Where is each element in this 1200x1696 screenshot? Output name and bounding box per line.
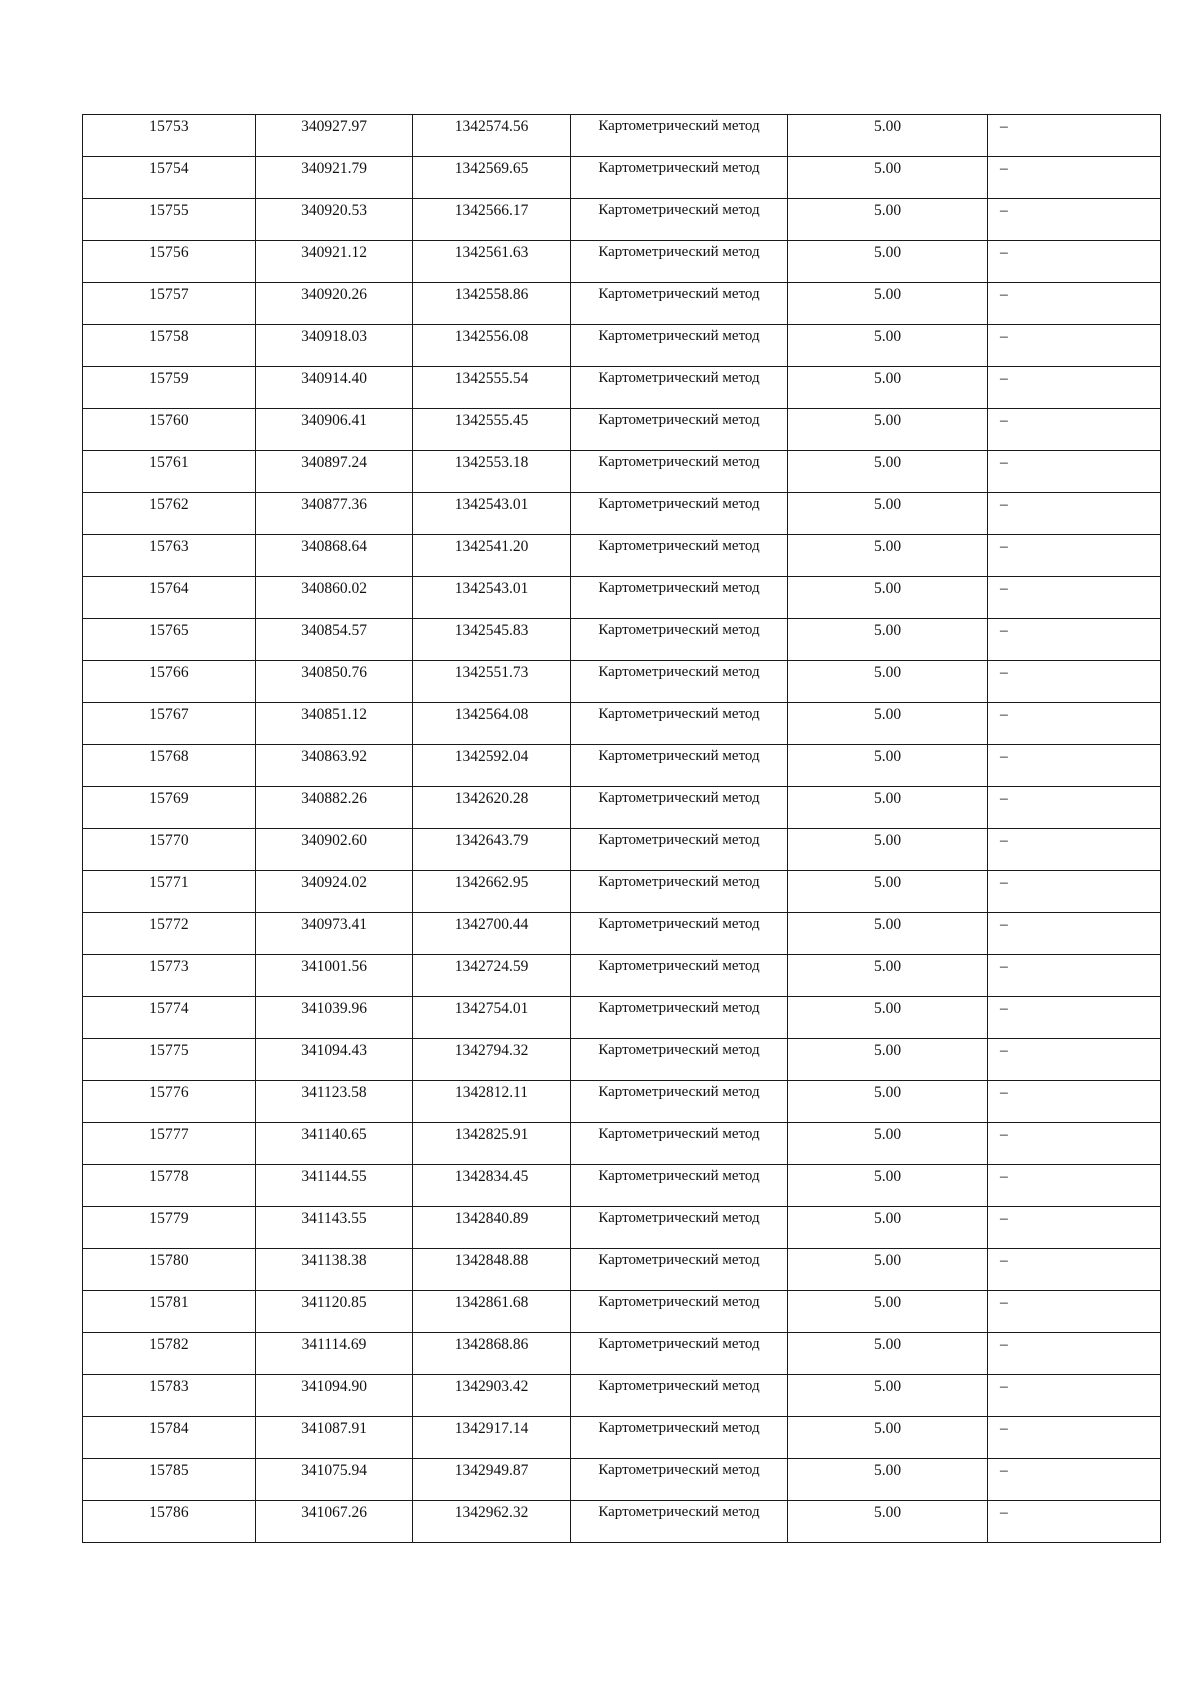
point-number-cell: 15781 [83, 1291, 256, 1333]
table-row [83, 325, 1161, 367]
accuracy-cell: 5.00 [788, 745, 988, 787]
point-number-cell: 15755 [83, 199, 256, 241]
x-coordinate-cell: 340918.03 [256, 325, 413, 367]
x-coordinate-cell: 340924.02 [256, 871, 413, 913]
point-number-cell: 15777 [83, 1123, 256, 1165]
x-coordinate-cell: 341087.91 [256, 1417, 413, 1459]
y-coordinate-cell: 1342949.87 [413, 1459, 571, 1501]
table-row [83, 787, 1161, 829]
point-number-cell: 15764 [83, 577, 256, 619]
table-row [83, 409, 1161, 451]
x-coordinate-cell: 341039.96 [256, 997, 413, 1039]
method-cell: Картометрический метод [571, 157, 788, 199]
point-number-cell: 15768 [83, 745, 256, 787]
y-coordinate-cell: 1342825.91 [413, 1123, 571, 1165]
note-cell: – [988, 367, 1161, 409]
accuracy-cell: 5.00 [788, 1333, 988, 1375]
accuracy-cell: 5.00 [788, 199, 988, 241]
table-row [83, 1459, 1161, 1501]
y-coordinate-cell: 1342840.89 [413, 1207, 571, 1249]
y-coordinate-cell: 1342643.79 [413, 829, 571, 871]
y-coordinate-cell: 1342553.18 [413, 451, 571, 493]
method-cell: Картометрический метод [571, 913, 788, 955]
accuracy-cell: 5.00 [788, 451, 988, 493]
method-cell: Картометрический метод [571, 493, 788, 535]
method-cell: Картометрический метод [571, 1207, 788, 1249]
point-number-cell: 15762 [83, 493, 256, 535]
y-coordinate-cell: 1342561.63 [413, 241, 571, 283]
point-number-cell: 15785 [83, 1459, 256, 1501]
note-cell: – [988, 1459, 1161, 1501]
note-cell: – [988, 325, 1161, 367]
y-coordinate-cell: 1342962.32 [413, 1501, 571, 1543]
table-row [83, 703, 1161, 745]
accuracy-cell: 5.00 [788, 997, 988, 1039]
x-coordinate-cell: 341067.26 [256, 1501, 413, 1543]
x-coordinate-cell: 341143.55 [256, 1207, 413, 1249]
table-row [83, 535, 1161, 577]
method-cell: Картометрический метод [571, 115, 788, 157]
table-row [83, 955, 1161, 997]
accuracy-cell: 5.00 [788, 955, 988, 997]
note-cell: – [988, 829, 1161, 871]
method-cell: Картометрический метод [571, 1039, 788, 1081]
table-row [83, 451, 1161, 493]
note-cell: – [988, 619, 1161, 661]
method-cell: Картометрический метод [571, 745, 788, 787]
x-coordinate-cell: 341094.90 [256, 1375, 413, 1417]
x-coordinate-cell: 340921.79 [256, 157, 413, 199]
x-coordinate-cell: 340973.41 [256, 913, 413, 955]
method-cell: Картометрический метод [571, 367, 788, 409]
x-coordinate-cell: 341144.55 [256, 1165, 413, 1207]
table-row [83, 619, 1161, 661]
note-cell: – [988, 703, 1161, 745]
accuracy-cell: 5.00 [788, 409, 988, 451]
note-cell: – [988, 1123, 1161, 1165]
accuracy-cell: 5.00 [788, 1249, 988, 1291]
point-number-cell: 15786 [83, 1501, 256, 1543]
note-cell: – [988, 493, 1161, 535]
point-number-cell: 15759 [83, 367, 256, 409]
x-coordinate-cell: 340920.53 [256, 199, 413, 241]
accuracy-cell: 5.00 [788, 241, 988, 283]
table-row [83, 241, 1161, 283]
accuracy-cell: 5.00 [788, 1459, 988, 1501]
point-number-cell: 15754 [83, 157, 256, 199]
table-row [83, 493, 1161, 535]
note-cell: – [988, 283, 1161, 325]
y-coordinate-cell: 1342555.45 [413, 409, 571, 451]
point-number-cell: 15779 [83, 1207, 256, 1249]
point-number-cell: 15778 [83, 1165, 256, 1207]
note-cell: – [988, 451, 1161, 493]
x-coordinate-cell: 341094.43 [256, 1039, 413, 1081]
point-number-cell: 15766 [83, 661, 256, 703]
method-cell: Картометрический метод [571, 787, 788, 829]
method-cell: Картометрический метод [571, 955, 788, 997]
accuracy-cell: 5.00 [788, 1417, 988, 1459]
y-coordinate-cell: 1342592.04 [413, 745, 571, 787]
table-row [83, 199, 1161, 241]
x-coordinate-cell: 340927.97 [256, 115, 413, 157]
method-cell: Картометрический метод [571, 1459, 788, 1501]
y-coordinate-cell: 1342541.20 [413, 535, 571, 577]
accuracy-cell: 5.00 [788, 367, 988, 409]
method-cell: Картометрический метод [571, 409, 788, 451]
accuracy-cell: 5.00 [788, 1501, 988, 1543]
y-coordinate-cell: 1342569.65 [413, 157, 571, 199]
y-coordinate-cell: 1342700.44 [413, 913, 571, 955]
method-cell: Картометрический метод [571, 619, 788, 661]
table-row [83, 1123, 1161, 1165]
point-number-cell: 15753 [83, 115, 256, 157]
table-row [83, 577, 1161, 619]
y-coordinate-cell: 1342754.01 [413, 997, 571, 1039]
x-coordinate-cell: 340860.02 [256, 577, 413, 619]
point-number-cell: 15770 [83, 829, 256, 871]
accuracy-cell: 5.00 [788, 703, 988, 745]
x-coordinate-cell: 340920.26 [256, 283, 413, 325]
method-cell: Картометрический метод [571, 1249, 788, 1291]
table-row [83, 1501, 1161, 1543]
table-row [83, 1291, 1161, 1333]
note-cell: – [988, 913, 1161, 955]
table-row [83, 1417, 1161, 1459]
x-coordinate-cell: 340921.12 [256, 241, 413, 283]
accuracy-cell: 5.00 [788, 829, 988, 871]
method-cell: Картометрический метод [571, 1081, 788, 1123]
accuracy-cell: 5.00 [788, 871, 988, 913]
accuracy-cell: 5.00 [788, 283, 988, 325]
method-cell: Картометрический метод [571, 1333, 788, 1375]
note-cell: – [988, 199, 1161, 241]
note-cell: – [988, 997, 1161, 1039]
x-coordinate-cell: 341138.38 [256, 1249, 413, 1291]
accuracy-cell: 5.00 [788, 493, 988, 535]
table-row [83, 661, 1161, 703]
accuracy-cell: 5.00 [788, 1123, 988, 1165]
note-cell: – [988, 241, 1161, 283]
note-cell: – [988, 1291, 1161, 1333]
y-coordinate-cell: 1342834.45 [413, 1165, 571, 1207]
table-row [83, 1207, 1161, 1249]
note-cell: – [988, 787, 1161, 829]
x-coordinate-cell: 340850.76 [256, 661, 413, 703]
method-cell: Картометрический метод [571, 199, 788, 241]
x-coordinate-cell: 341001.56 [256, 955, 413, 997]
method-cell: Картометрический метод [571, 997, 788, 1039]
point-number-cell: 15783 [83, 1375, 256, 1417]
accuracy-cell: 5.00 [788, 325, 988, 367]
method-cell: Картометрический метод [571, 1375, 788, 1417]
method-cell: Картометрический метод [571, 703, 788, 745]
table-row [83, 1081, 1161, 1123]
method-cell: Картометрический метод [571, 1417, 788, 1459]
table-row [83, 1165, 1161, 1207]
note-cell: – [988, 1375, 1161, 1417]
accuracy-cell: 5.00 [788, 1081, 988, 1123]
accuracy-cell: 5.00 [788, 535, 988, 577]
accuracy-cell: 5.00 [788, 913, 988, 955]
method-cell: Картометрический метод [571, 325, 788, 367]
y-coordinate-cell: 1342558.86 [413, 283, 571, 325]
coordinates-table-body [83, 115, 1161, 1543]
accuracy-cell: 5.00 [788, 619, 988, 661]
method-cell: Картометрический метод [571, 241, 788, 283]
table-row [83, 913, 1161, 955]
point-number-cell: 15765 [83, 619, 256, 661]
note-cell: – [988, 1333, 1161, 1375]
y-coordinate-cell: 1342566.17 [413, 199, 571, 241]
note-cell: – [988, 1039, 1161, 1081]
note-cell: – [988, 661, 1161, 703]
point-number-cell: 15776 [83, 1081, 256, 1123]
y-coordinate-cell: 1342724.59 [413, 955, 571, 997]
note-cell: – [988, 1249, 1161, 1291]
note-cell: – [988, 955, 1161, 997]
point-number-cell: 15775 [83, 1039, 256, 1081]
x-coordinate-cell: 340851.12 [256, 703, 413, 745]
method-cell: Картометрический метод [571, 829, 788, 871]
y-coordinate-cell: 1342620.28 [413, 787, 571, 829]
y-coordinate-cell: 1342861.68 [413, 1291, 571, 1333]
method-cell: Картометрический метод [571, 661, 788, 703]
x-coordinate-cell: 340914.40 [256, 367, 413, 409]
accuracy-cell: 5.00 [788, 1039, 988, 1081]
table-row [83, 871, 1161, 913]
point-number-cell: 15772 [83, 913, 256, 955]
note-cell: – [988, 1501, 1161, 1543]
accuracy-cell: 5.00 [788, 1165, 988, 1207]
note-cell: – [988, 1417, 1161, 1459]
point-number-cell: 15760 [83, 409, 256, 451]
point-number-cell: 15771 [83, 871, 256, 913]
note-cell: – [988, 535, 1161, 577]
method-cell: Картометрический метод [571, 1291, 788, 1333]
y-coordinate-cell: 1342543.01 [413, 577, 571, 619]
y-coordinate-cell: 1342556.08 [413, 325, 571, 367]
y-coordinate-cell: 1342868.86 [413, 1333, 571, 1375]
y-coordinate-cell: 1342917.14 [413, 1417, 571, 1459]
x-coordinate-cell: 340906.41 [256, 409, 413, 451]
y-coordinate-cell: 1342564.08 [413, 703, 571, 745]
point-number-cell: 15757 [83, 283, 256, 325]
x-coordinate-cell: 340897.24 [256, 451, 413, 493]
point-number-cell: 15780 [83, 1249, 256, 1291]
y-coordinate-cell: 1342543.01 [413, 493, 571, 535]
note-cell: – [988, 1165, 1161, 1207]
table-row [83, 1039, 1161, 1081]
method-cell: Картометрический метод [571, 535, 788, 577]
x-coordinate-cell: 341123.58 [256, 1081, 413, 1123]
method-cell: Картометрический метод [571, 451, 788, 493]
accuracy-cell: 5.00 [788, 115, 988, 157]
table-row [83, 1333, 1161, 1375]
y-coordinate-cell: 1342812.11 [413, 1081, 571, 1123]
table-row [83, 115, 1161, 157]
point-number-cell: 15758 [83, 325, 256, 367]
x-coordinate-cell: 340902.60 [256, 829, 413, 871]
point-number-cell: 15774 [83, 997, 256, 1039]
accuracy-cell: 5.00 [788, 577, 988, 619]
x-coordinate-cell: 341075.94 [256, 1459, 413, 1501]
y-coordinate-cell: 1342545.83 [413, 619, 571, 661]
x-coordinate-cell: 341140.65 [256, 1123, 413, 1165]
accuracy-cell: 5.00 [788, 1375, 988, 1417]
point-number-cell: 15769 [83, 787, 256, 829]
method-cell: Картометрический метод [571, 871, 788, 913]
method-cell: Картометрический метод [571, 1123, 788, 1165]
method-cell: Картометрический метод [571, 1165, 788, 1207]
point-number-cell: 15784 [83, 1417, 256, 1459]
table-row [83, 1249, 1161, 1291]
table-row [83, 829, 1161, 871]
y-coordinate-cell: 1342848.88 [413, 1249, 571, 1291]
table-row [83, 283, 1161, 325]
y-coordinate-cell: 1342551.73 [413, 661, 571, 703]
x-coordinate-cell: 340854.57 [256, 619, 413, 661]
point-number-cell: 15763 [83, 535, 256, 577]
note-cell: – [988, 577, 1161, 619]
point-number-cell: 15773 [83, 955, 256, 997]
note-cell: – [988, 409, 1161, 451]
table-row [83, 157, 1161, 199]
x-coordinate-cell: 340863.92 [256, 745, 413, 787]
point-number-cell: 15756 [83, 241, 256, 283]
note-cell: – [988, 157, 1161, 199]
table-row [83, 997, 1161, 1039]
table-row [83, 367, 1161, 409]
coordinates-table [82, 114, 1161, 1543]
x-coordinate-cell: 341120.85 [256, 1291, 413, 1333]
note-cell: – [988, 871, 1161, 913]
point-number-cell: 15767 [83, 703, 256, 745]
x-coordinate-cell: 340882.26 [256, 787, 413, 829]
point-number-cell: 15761 [83, 451, 256, 493]
y-coordinate-cell: 1342662.95 [413, 871, 571, 913]
y-coordinate-cell: 1342574.56 [413, 115, 571, 157]
note-cell: – [988, 745, 1161, 787]
y-coordinate-cell: 1342794.32 [413, 1039, 571, 1081]
accuracy-cell: 5.00 [788, 1291, 988, 1333]
method-cell: Картометрический метод [571, 1501, 788, 1543]
note-cell: – [988, 1207, 1161, 1249]
accuracy-cell: 5.00 [788, 787, 988, 829]
point-number-cell: 15782 [83, 1333, 256, 1375]
method-cell: Картометрический метод [571, 283, 788, 325]
note-cell: – [988, 115, 1161, 157]
accuracy-cell: 5.00 [788, 1207, 988, 1249]
note-cell: – [988, 1081, 1161, 1123]
method-cell: Картометрический метод [571, 577, 788, 619]
x-coordinate-cell: 341114.69 [256, 1333, 413, 1375]
table-row [83, 745, 1161, 787]
y-coordinate-cell: 1342903.42 [413, 1375, 571, 1417]
accuracy-cell: 5.00 [788, 661, 988, 703]
table-row [83, 1375, 1161, 1417]
y-coordinate-cell: 1342555.54 [413, 367, 571, 409]
x-coordinate-cell: 340877.36 [256, 493, 413, 535]
accuracy-cell: 5.00 [788, 157, 988, 199]
x-coordinate-cell: 340868.64 [256, 535, 413, 577]
